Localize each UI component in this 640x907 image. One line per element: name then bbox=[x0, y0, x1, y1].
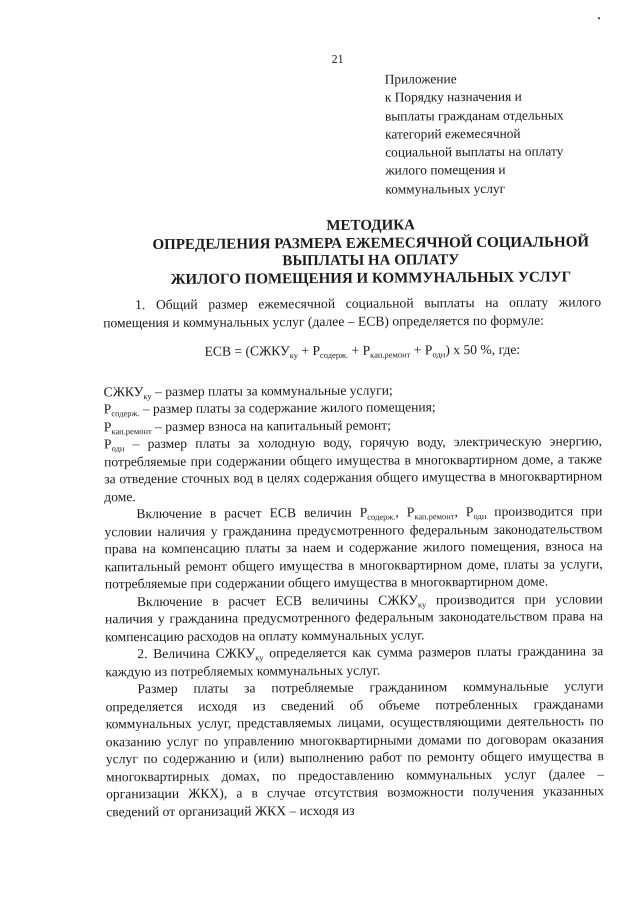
paragraph-3: Размер платы за потребляемые гражданином коммунальные услуги определяется исходя из сведений об объеме потребленных гражданами коммунальных услуг, представляемых лицами, осуществляющими деятельность по оказанию услуг по управлению многоквартирными домами по договорам оказания услуг по содержанию и (или) выполнению работ по ремонту общего имущества в многоквартирных домах, по предоставлению коммунальных услуг (далее – организации ЖКХ), а в случае отсутствия возможности получения указанных сведений от организаций ЖКХ – исходя из bbox=[105, 678, 605, 819]
definition-odn bbox=[104, 432, 602, 505]
formula-subscript: одн bbox=[432, 349, 446, 360]
corner-mark: • bbox=[597, 13, 601, 24]
text-subscript: кап.ремонт bbox=[414, 511, 455, 522]
annex-line: жилого помещения и bbox=[385, 162, 506, 179]
definition-text: – размер платы за коммунальные услуги; bbox=[151, 382, 393, 399]
document-body bbox=[103, 293, 604, 820]
page-number: 21 bbox=[331, 51, 344, 66]
formula-part: ) х 50 %, где: bbox=[445, 341, 521, 358]
text-part: 2. Величина СЖКУ bbox=[137, 645, 256, 662]
formula-subscript: кап.ремонт bbox=[370, 349, 411, 360]
formula-part: + Р bbox=[297, 342, 321, 359]
definitions bbox=[104, 380, 603, 506]
annex-line: социальной выплаты на оплату bbox=[385, 143, 564, 160]
paragraph-inclusion-2 bbox=[105, 590, 603, 646]
term: Р bbox=[103, 401, 112, 417]
title-line: ОПРЕДЕЛЕНИЯ РАЗМЕРА ЕЖЕМЕСЯЧНОЙ СОЦИАЛЬНОЙ bbox=[152, 233, 590, 253]
definition-text: – размер взноса на капитальный ремонт; bbox=[151, 417, 392, 434]
paragraph-inclusion-1 bbox=[104, 502, 603, 593]
term: Р bbox=[103, 436, 112, 452]
formula bbox=[103, 340, 601, 361]
text-part: определяется как сумма размеров платы гражданина за каждую из потребляемых коммунальных услуг. bbox=[105, 643, 604, 679]
text-subscript: одн bbox=[473, 510, 487, 522]
text-part: Включение в расчет ЕСВ величины СЖКУ bbox=[136, 591, 418, 609]
term: Р bbox=[103, 418, 112, 434]
definition-text: – размер платы за содержание жилого помещения; bbox=[139, 399, 436, 417]
text-part: , Р bbox=[454, 504, 474, 520]
annex-line: выплаты гражданам отдельных bbox=[384, 107, 564, 124]
formula-subscript: содерж. bbox=[319, 349, 349, 360]
paragraph-2 bbox=[105, 642, 603, 680]
title-line: МЕТОДИКА bbox=[326, 217, 415, 234]
annex-line: к Порядку назначения и bbox=[384, 89, 522, 105]
term-subscript: одн bbox=[111, 443, 125, 454]
term-subscript: ку bbox=[143, 390, 152, 401]
paragraph-1: 1. Общий размер ежемесячной социальной выплаты на оплату жилого помещения и коммунальных услуг (далее – ЕСВ) определяется по формуле: bbox=[103, 294, 602, 330]
formula-part: + Р bbox=[410, 342, 433, 358]
formula-part: + Р bbox=[348, 342, 371, 358]
formula-subscript: ку bbox=[289, 350, 299, 361]
text-subscript: содерж. bbox=[367, 511, 396, 522]
title-line: ВЫПЛАТЫ НА ОПЛАТУ bbox=[282, 252, 460, 270]
text-subscript: ку bbox=[255, 652, 264, 663]
text-part: , Р bbox=[395, 504, 415, 520]
text-part: производится при условии наличия у гражданина предусмотренного федеральным законодательством права на компенсацию платы за наем и содержание жилого помещения, взноса на капитальный ремонт общего имущества в многоквартирном доме, платы за услуги, потребляемые при содержании общего имущества в многоквартирном доме. bbox=[104, 503, 603, 592]
formula-part: ЕСВ = (СЖКУ bbox=[204, 343, 290, 359]
annex-line: коммунальных услуг bbox=[385, 180, 506, 197]
term-subscript: содерж. bbox=[111, 408, 140, 419]
text-subscript: ку bbox=[417, 598, 427, 609]
term-subscript: кап.ремонт bbox=[111, 425, 152, 436]
annex-line: категорий ежемесячной bbox=[385, 125, 521, 142]
title-line: ЖИЛОГО ПОМЕЩЕНИЯ И КОММУНАЛЬНЫХ УСЛУГ bbox=[170, 269, 572, 288]
definition-text: – размер платы за холодную воду, горячую воду, электрическую энергию, потребляемые при содержании общего имущества в многоквартирном доме, а также за отведение сточных вод в целях содержания общего имущества в многоквартирном доме. bbox=[104, 433, 603, 504]
text-part: производится при условии наличия у гражданина предусмотренного федеральным законодательством права на компенсацию расходов на оплату коммунальных услуг. bbox=[104, 590, 604, 644]
document-title bbox=[59, 216, 640, 290]
annex-header bbox=[385, 69, 616, 198]
term: СЖКУ bbox=[103, 383, 144, 399]
text-part: Включение в расчет ЕСВ величин Р bbox=[136, 504, 368, 522]
annex-line: Приложение bbox=[384, 71, 457, 87]
